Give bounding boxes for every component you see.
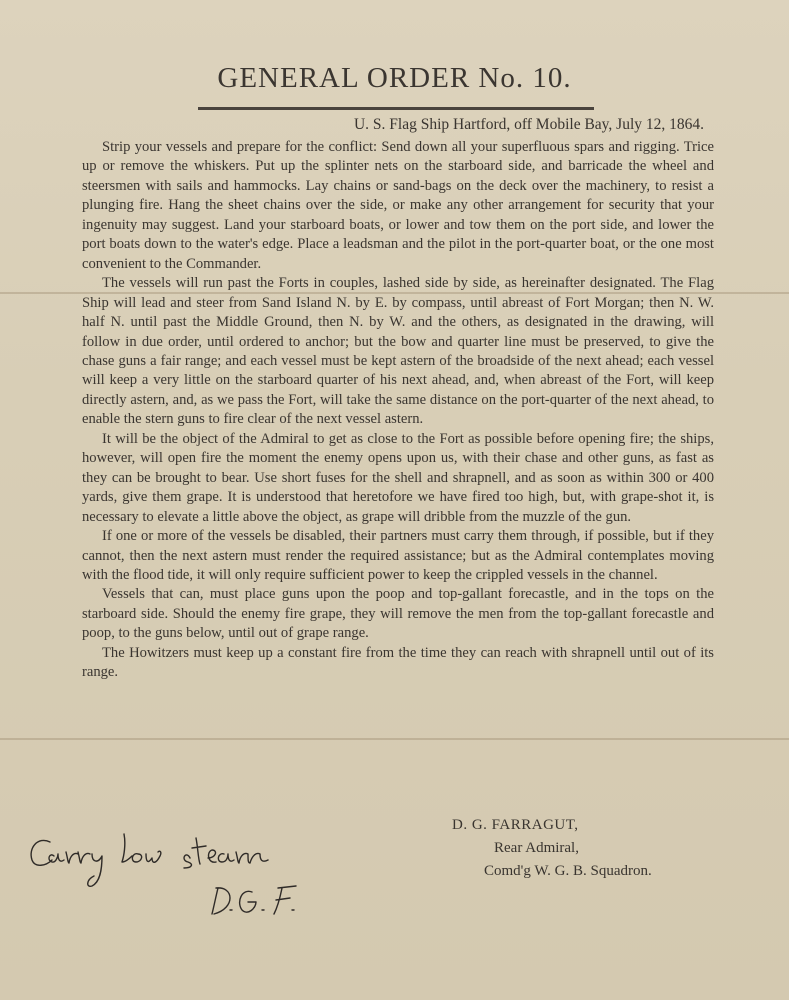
paragraph-formation: The vessels will run past the Forts in couples, lashed side by side, as hereinafter designated. The Flag Ship will lead and steer from Sand Island N. by E. by compass, until abreast of Fort Morgan; then N. W. half N. until past the Middle Ground, then N. by W. and the others, as designated in the drawing, will follow in due order, until ordered to anchor; but the bow and quarter line must be preserved, to give the chase guns a fair range; and each vessel must be kept astern of the broadside of the next ahead; each vessel will keep a very little on the starboard quarter of his next ahead, and, when abreast of the Fort, will keep directly astern, and, as we pass the Fort, will take the same distance on the port-quarter of the next ahead, to enable the stern guns to fire clear of the next vessel astern. xyxy=(82,275,714,428)
paragraph-preparation: Strip your vessels and prepare for the conflict: Send down all your superfluous spars and rigging. Trice up or remove the whiskers. Put up the splinter nets on the starboard side, and barricade the wheel and steersmen with sails and hammocks. Lay chains or sand-bags on the deck over the machinery, to resist a plunging fire. Hang the sheet chains over the side, or make any other arrangement for security that your ingenuity may suggest. Land your starboard boats, or lower and tow them on the port side, and lower the port boats down to the water's edge. Place a leadsman and the pilot in the port-quarter boat, or the one most convenient to the Commander. xyxy=(82,139,714,272)
paragraph-disabled-vessels: If one or more of the vessels be disabled, their partners must carry them through, if possible, but if they cannot, then the next astern must render the required assistance; but as the Admiral contemplates moving with the flood tide, it will only require sufficient power to keep the crippled vessels in the channel. xyxy=(82,528,714,583)
handwritten-annotation xyxy=(20,830,320,930)
order-title: GENERAL ORDER No. 10. xyxy=(217,62,572,94)
dateline: U. S. Flag Ship Hartford, off Mobile Bay, July 12, 1864. xyxy=(353,116,704,133)
fold-line xyxy=(0,738,789,740)
signature-block xyxy=(448,814,708,883)
handwriting-word-carry xyxy=(31,840,102,886)
handwriting-word-steam xyxy=(184,838,268,868)
paragraph-howitzers: The Howitzers must keep up a constant fire from the time they can reach with shrapnell until out of its range. xyxy=(82,644,714,681)
signatory-rank: Rear Admiral, xyxy=(494,840,579,856)
handwriting-word-low xyxy=(122,834,161,862)
paragraph-guns-placement: Vessels that can, must place guns upon the poop and top-gallant forecastle, and in the tops on the starboard side. Should the enemy fire grape, they will remove the men from the top-gallant forecastle and poop, to the guns below, until out of grape range. xyxy=(82,586,714,642)
handwriting-initials xyxy=(212,886,296,914)
signatory-name: D. G. FARRAGUT, xyxy=(452,817,579,833)
title-divider xyxy=(198,107,594,110)
signatory-command: Comd'g W. G. B. Squadron. xyxy=(484,863,652,879)
order-body xyxy=(82,138,714,683)
paragraph-opening-fire: It will be the object of the Admiral to get as close to the Fort as possible before opening fire; the ships, however, will open fire the moment the enemy opens upon us, with their chase and other guns, as fast as they can be brought to bear. Use short fuses for the shell and shrapnell, and as soon as within 300 or 400 yards, give them grape. It is understood that heretofore we have fired too high, but, with grape-shot it, is necessary to elevate a little above the object, as grape will dribble from the muzzle of the gun. xyxy=(82,430,714,525)
